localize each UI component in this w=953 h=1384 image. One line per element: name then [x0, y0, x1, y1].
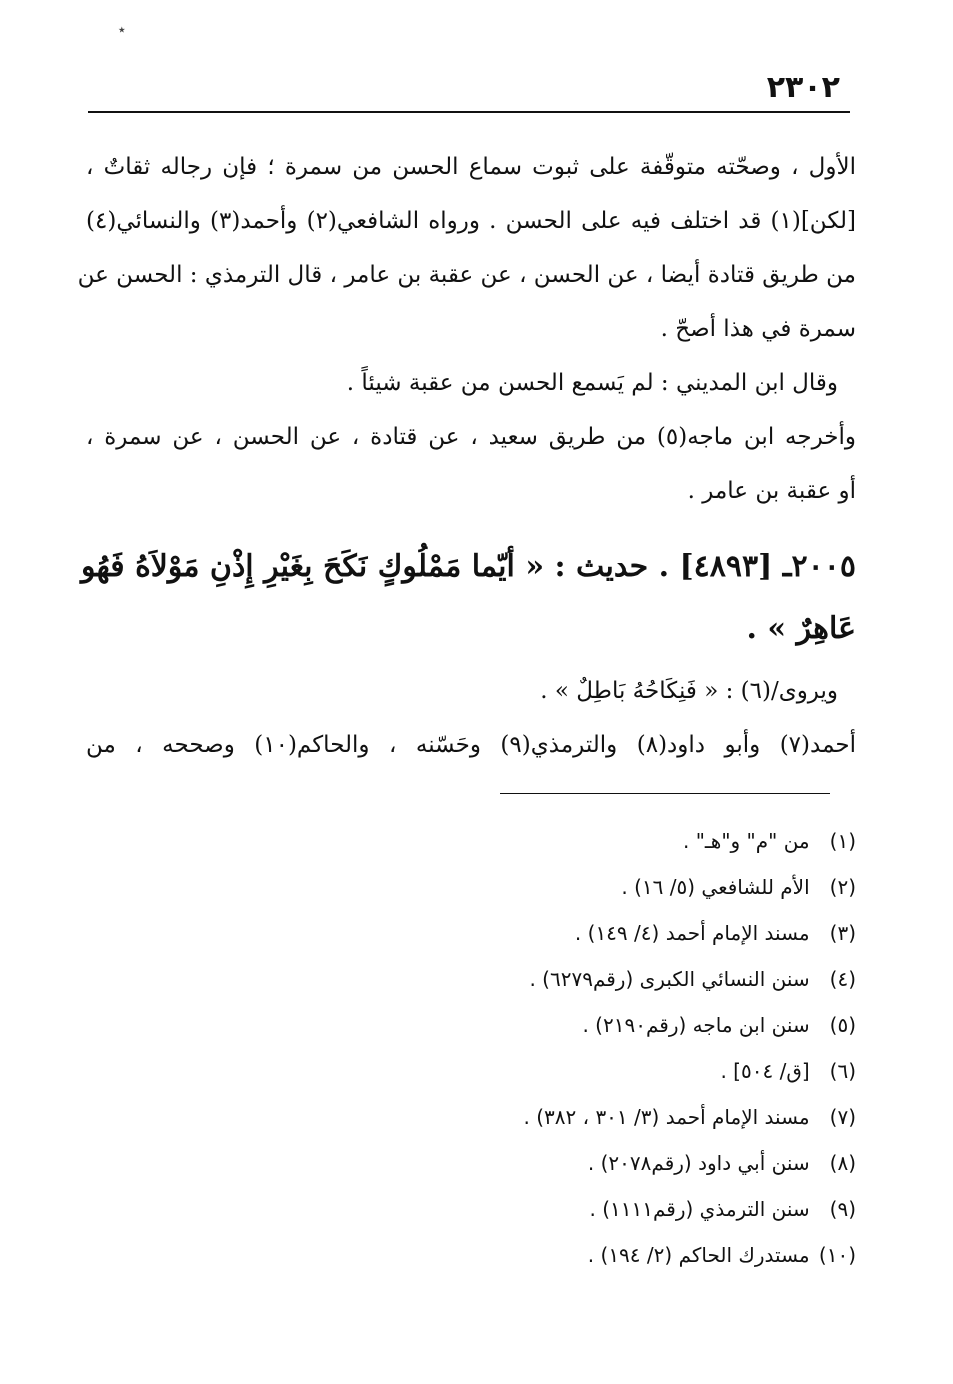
text-line: وقال ابن المديني : لم يَسمع الحسن من عقبة شيئاً .: [346, 370, 838, 396]
text-line: الأول ، وصحّته متوقّفة على ثبوت سماع الحسن من سمرة ؛ فإن رجاله ثقاتٌ ،: [86, 154, 856, 180]
footnote-number: (٤): [829, 967, 856, 991]
hadith-heading: [80, 536, 856, 660]
footnote-number: (٢): [829, 875, 856, 899]
margin-mark: ٭: [118, 22, 126, 38]
footnote-number: (٩): [829, 1197, 856, 1221]
text-line: سمرة في هذا أصحّ .: [660, 316, 856, 342]
footnote-text: سنن ابن ماجه (رقم٢١٩٠) .: [582, 1013, 810, 1037]
footnote-text: من "م" و"هـ" .: [683, 829, 810, 853]
footnote: [86, 1140, 856, 1186]
footnote-text: مستدرك الحاكم (٢/ ١٩٤) .: [587, 1243, 810, 1267]
footnote: [86, 956, 856, 1002]
footnote: [86, 818, 856, 864]
footnote: [86, 864, 856, 910]
text-line: ويروى/(٦) : « فَنِكَاحُهُ بَاطِلٌ » .: [540, 678, 838, 704]
footnotes: [86, 818, 856, 1278]
footnote-text: مسند الإمام أحمد (٣/ ٣٠١ ، ٣٨٢) .: [523, 1105, 810, 1129]
footnote: [86, 1094, 856, 1140]
footnote: [86, 1048, 856, 1094]
hadith-line: ٢٠٠٥ـ [٤٨٩٣] . حديث : « أيّما مَمْلُوكٍ نَكَحَ بِغَيْرِ إِذْنِ مَوْلاَهُ فَهُو: [80, 549, 856, 584]
footnote-text: الأم للشافعي (٥/ ١٦) .: [621, 875, 810, 899]
footnote-text: سنن النسائي الكبرى (رقم٦٢٧٩) .: [529, 967, 810, 991]
header-rule: [88, 111, 850, 113]
footnote-number: (١): [829, 829, 856, 853]
hadith-line: عَاهِرٌ » .: [746, 611, 856, 646]
text-line: من طريق قتادة أيضا ، عن الحسن ، عن عقبة بن عامر ، قال الترمذي : الحسن عن: [77, 262, 856, 288]
footnote: [86, 1232, 856, 1278]
text-line: أو عقبة بن عامر .: [687, 478, 856, 504]
footnote: [86, 910, 856, 956]
footnote-text: سنن الترمذي (رقم١١١١) .: [589, 1197, 810, 1221]
footnote-number: (٣): [829, 921, 856, 945]
text-line: [لكن](١) قد اختلف فيه على الحسن . ورواه الشافعي(٢) وأحمد(٣) والنسائي(٤): [86, 208, 856, 234]
footnote-number: (٥): [829, 1013, 856, 1037]
footnote: [86, 1002, 856, 1048]
footnote-number: (٦): [829, 1059, 856, 1083]
footnote-number: (٧): [829, 1105, 856, 1129]
footnote-text: مسند الإمام أحمد (٤/ ١٤٩) .: [574, 921, 810, 945]
footnote-text: [ق/ ٥٠٤] .: [720, 1059, 810, 1083]
footnote: [86, 1186, 856, 1232]
footnote-text: سنن أبي داود (رقم٢٠٧٨) .: [587, 1151, 810, 1175]
footnote-rule: [500, 793, 830, 794]
footnote-number: (١٠): [818, 1243, 856, 1267]
page-number: ٢٣٠٢: [766, 70, 840, 105]
text-line: وأخرجه ابن ماجه(٥) من طريق سعيد ، عن قتادة ، عن الحسن ، عن سمرة ،: [86, 424, 856, 450]
text-line: أحمد(٧) وأبو داود(٨) والترمذي(٩) وحَسّنه ، والحاكم(١٠) وصححه ، من: [86, 732, 856, 758]
footnote-number: (٨): [829, 1151, 856, 1175]
hadith-commentary: [86, 664, 856, 772]
main-text: [77, 140, 856, 772]
